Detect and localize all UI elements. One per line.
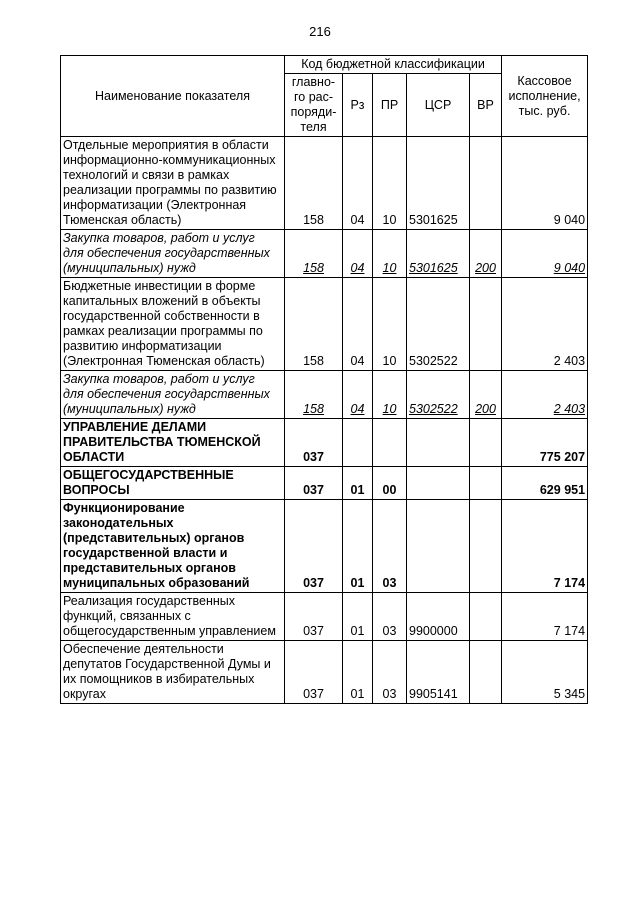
glav-code-cell: 037 xyxy=(285,641,343,704)
rz-code-cell: 01 xyxy=(343,467,373,500)
rz-code-cell: 04 xyxy=(343,137,373,230)
csr-code-cell xyxy=(407,419,470,467)
amount-cell: 775 207 xyxy=(502,419,588,467)
indicator-name-cell: Отдельные мероприятия в области информационно-коммуникационных технологий и связи в рамках реализации программы по развитию информатизации (Электронная Тюменская область) xyxy=(61,137,285,230)
pr-code-cell xyxy=(373,419,407,467)
indicator-name-cell: Закупка товаров, работ и услуг для обеспечения государственных (муниципальных) нужд xyxy=(61,371,285,419)
csr-code-cell xyxy=(407,500,470,593)
glav-code-cell: 158 xyxy=(285,230,343,278)
pr-code-cell: 00 xyxy=(373,467,407,500)
indicator-name-cell: ОБЩЕГОСУДАРСТВЕННЫЕ ВОПРОСЫ xyxy=(61,467,285,500)
indicator-name-cell: Закупка товаров, работ и услуг для обеспечения государственных (муниципальных) нужд xyxy=(61,230,285,278)
indicator-name-cell: Бюджетные инвестиции в форме капитальных вложений в объекты государственной собственности в рамках реализации программы по развитию информатизации (Электронная Тюменская область) xyxy=(61,278,285,371)
csr-code-cell: 5302522 xyxy=(407,278,470,371)
csr-code-cell: 9900000 xyxy=(407,593,470,641)
table-row xyxy=(61,500,588,593)
rz-code-cell: 04 xyxy=(343,371,373,419)
table-row xyxy=(61,593,588,641)
indicator-name-cell: УПРАВЛЕНИЕ ДЕЛАМИ ПРАВИТЕЛЬСТВА ТЮМЕНСКОЙ ОБЛАСТИ xyxy=(61,419,285,467)
rz-code-cell: 04 xyxy=(343,230,373,278)
vr-code-cell: 200 xyxy=(470,230,502,278)
glav-code-cell: 037 xyxy=(285,467,343,500)
pr-code-cell: 03 xyxy=(373,593,407,641)
page-number: 216 xyxy=(309,24,331,39)
header-rz: Рз xyxy=(343,74,373,137)
rz-code-cell: 01 xyxy=(343,593,373,641)
glav-code-cell: 158 xyxy=(285,371,343,419)
amount-cell: 2 403 xyxy=(502,278,588,371)
amount-cell: 629 951 xyxy=(502,467,588,500)
table-row xyxy=(61,641,588,704)
csr-code-cell: 5302522 xyxy=(407,371,470,419)
pr-code-cell: 10 xyxy=(373,371,407,419)
header-csr: ЦСР xyxy=(407,74,470,137)
amount-cell: 2 403 xyxy=(502,371,588,419)
table-row xyxy=(61,467,588,500)
csr-code-cell: 5301625 xyxy=(407,137,470,230)
glav-code-cell: 158 xyxy=(285,278,343,371)
pr-code-cell: 10 xyxy=(373,230,407,278)
vr-code-cell xyxy=(470,137,502,230)
amount-cell: 5 345 xyxy=(502,641,588,704)
vr-code-cell xyxy=(470,467,502,500)
header-glavnogo: главно- го рас- поряди- теля xyxy=(285,74,343,137)
header-row-1 xyxy=(61,56,588,74)
rz-code-cell xyxy=(343,419,373,467)
pr-code-cell: 03 xyxy=(373,500,407,593)
amount-cell: 9 040 xyxy=(502,137,588,230)
rz-code-cell: 04 xyxy=(343,278,373,371)
vr-code-cell xyxy=(470,419,502,467)
csr-code-cell: 9905141 xyxy=(407,641,470,704)
budget-table xyxy=(60,55,588,704)
header-vr: ВР xyxy=(470,74,502,137)
pr-code-cell: 10 xyxy=(373,137,407,230)
glav-code-cell: 037 xyxy=(285,500,343,593)
rz-code-cell: 01 xyxy=(343,500,373,593)
indicator-name-cell: Функционирование законодательных (представительных) органов государственной власти и представительных органов муниципальных образований xyxy=(61,500,285,593)
pr-code-cell: 10 xyxy=(373,278,407,371)
header-pr: ПР xyxy=(373,74,407,137)
vr-code-cell xyxy=(470,500,502,593)
amount-cell: 7 174 xyxy=(502,593,588,641)
rz-code-cell: 01 xyxy=(343,641,373,704)
indicator-name-cell: Реализация государственных функций, связанных с общегосударственным управлением xyxy=(61,593,285,641)
table-row xyxy=(61,278,588,371)
csr-code-cell xyxy=(407,467,470,500)
table-row xyxy=(61,230,588,278)
glav-code-cell: 037 xyxy=(285,593,343,641)
glav-code-cell: 158 xyxy=(285,137,343,230)
header-amount: Кассовое исполнение, тыс. руб. xyxy=(502,56,588,137)
vr-code-cell xyxy=(470,593,502,641)
pr-code-cell: 03 xyxy=(373,641,407,704)
amount-cell: 7 174 xyxy=(502,500,588,593)
header-classification-group: Код бюджетной классификации xyxy=(285,56,502,74)
table-body xyxy=(61,137,588,704)
table-row xyxy=(61,371,588,419)
header-name: Наименование показателя xyxy=(61,56,285,137)
vr-code-cell: 200 xyxy=(470,371,502,419)
indicator-name-cell: Обеспечение деятельности депутатов Государственной Думы и их помощников в избирательных округах xyxy=(61,641,285,704)
vr-code-cell xyxy=(470,641,502,704)
table-row xyxy=(61,419,588,467)
glav-code-cell: 037 xyxy=(285,419,343,467)
vr-code-cell xyxy=(470,278,502,371)
csr-code-cell: 5301625 xyxy=(407,230,470,278)
table-row xyxy=(61,137,588,230)
amount-cell: 9 040 xyxy=(502,230,588,278)
